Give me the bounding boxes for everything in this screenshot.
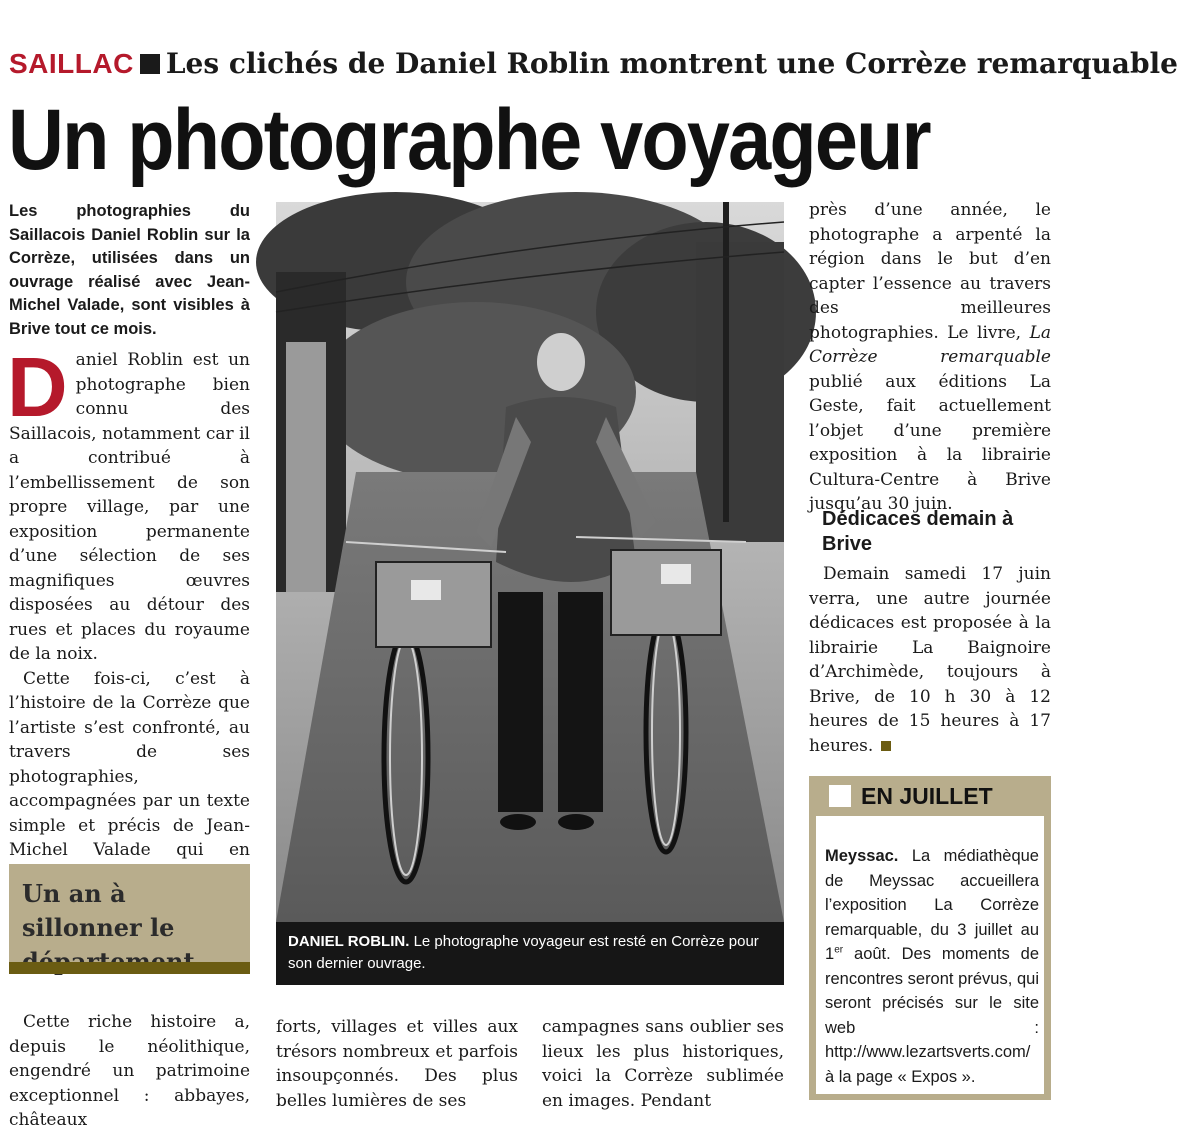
drop-cap: D	[7, 340, 68, 434]
section-box-bar	[9, 962, 250, 974]
en-juillet-text	[825, 844, 1039, 1089]
column-1-bottom-text: Cette riche histoire a, depuis le néolithique, engendré un patrimoine exceptionnel : abbayes, châteaux	[9, 1012, 250, 1130]
en-juillet-text-1: La médiathèque de Meyssac accueillera l’exposition La Corrèze remarquable, du 3 juillet au 1	[825, 847, 1039, 963]
lead-paragraph: Les photographies du Saillacois Daniel Roblin sur la Corrèze, utilisées dans un ouvrage réalisé avec Jean-Michel Valade, sont visibles à Brive tout ce mois.	[9, 202, 250, 338]
column-1-body	[7, 340, 250, 887]
column-3-bottom	[542, 1015, 784, 1113]
en-juillet-title: EN JUILLET	[861, 783, 993, 809]
subheading-dedicaces: Dédicaces demain à Brive	[822, 508, 1014, 555]
photo-caption	[288, 931, 772, 975]
caption-name: DANIEL ROBLIN.	[288, 933, 410, 950]
kicker	[9, 46, 1178, 82]
section-box-title: Un an à sillonner le	[22, 879, 175, 942]
column-4-paragraph-2	[809, 562, 1051, 758]
en-juillet-header	[809, 776, 1051, 814]
column-2-bottom	[276, 1015, 518, 1113]
en-juillet-text-2: août. Des moments de rencontres seront prévus, qui seront précisés sur le site web : http://www.lezartsverts.com/à la page « Expos ».	[825, 945, 1039, 1086]
article-photo	[276, 202, 784, 985]
column-4-bottom	[809, 562, 1051, 758]
paragraph-2: Cette fois-ci, c’est à l’histoire de la Corrèze que l’artiste s’est confronté, au travers de ses photographies, accompagnées par un texte simple et précis de Jean-Michel Valade qui en	[9, 668, 250, 860]
section-box	[9, 864, 250, 974]
col4-text-3: Demain samedi 17 juin verra, une autre journée dédicaces est proposée à la librairie La Baignoire d’Archimède, toujours à Brive, de 10 h 30 à 12 heures de 15 heures à 17 heures.	[809, 564, 1051, 756]
paragraph-1	[7, 340, 250, 667]
caption-text: Le photographe voyageur est resté en Corrèze pour son dernier ouvrage.	[288, 933, 759, 972]
book-title: La Corrèze remarquable	[809, 322, 1051, 367]
column-3-bottom-text: campagnes sans oublier ses lieux les plus historiques, voici la Corrèze sublimée en images. Pendant	[542, 1017, 784, 1111]
en-juillet-town: Meyssac.	[825, 847, 899, 865]
headline: Un photographe voyageur	[8, 92, 930, 188]
column-1-bottom	[9, 1010, 250, 1133]
column-2-bottom-text: forts, villages et villes aux trésors nombreux et parfois insoupçonnés. Des plus belles lumières de ses	[276, 1017, 518, 1111]
kicker-place: SAILLAC	[9, 48, 134, 79]
end-mark-icon	[881, 741, 891, 751]
en-juillet-box	[809, 776, 1051, 1100]
column-4-top	[809, 198, 1051, 517]
square-bullet-icon	[140, 54, 160, 74]
column-4-paragraph-1	[809, 198, 1051, 517]
col4-text-1: près d’une année, le photographe a arpenté la région dans le but d’en capter l’essence au travers des meilleures photographies. Le livre,	[809, 200, 1051, 343]
photo-image	[276, 202, 784, 922]
paragraph-1-text: aniel Roblin est un photographe bien connu des Saillacois, notamment car il a contribué à l’embellissement de son propre village, par une exposition permanente d’une sélection de ses magnifiques œuvres disposées au détour des rues et places du royaume de la noix.	[9, 350, 250, 664]
white-square-icon	[829, 785, 851, 807]
col4-text-2: publié aux éditions La Geste, fait actuellement l’objet d’une première exposition à la librairie Cultura-Centre à Brive jusqu’au 30 juin.	[809, 371, 1051, 514]
en-juillet-body	[816, 816, 1044, 1094]
kicker-subtitle: Les clichés de Daniel Roblin montrent une Corrèze remarquable	[165, 47, 1178, 80]
superscript: er	[834, 944, 844, 956]
